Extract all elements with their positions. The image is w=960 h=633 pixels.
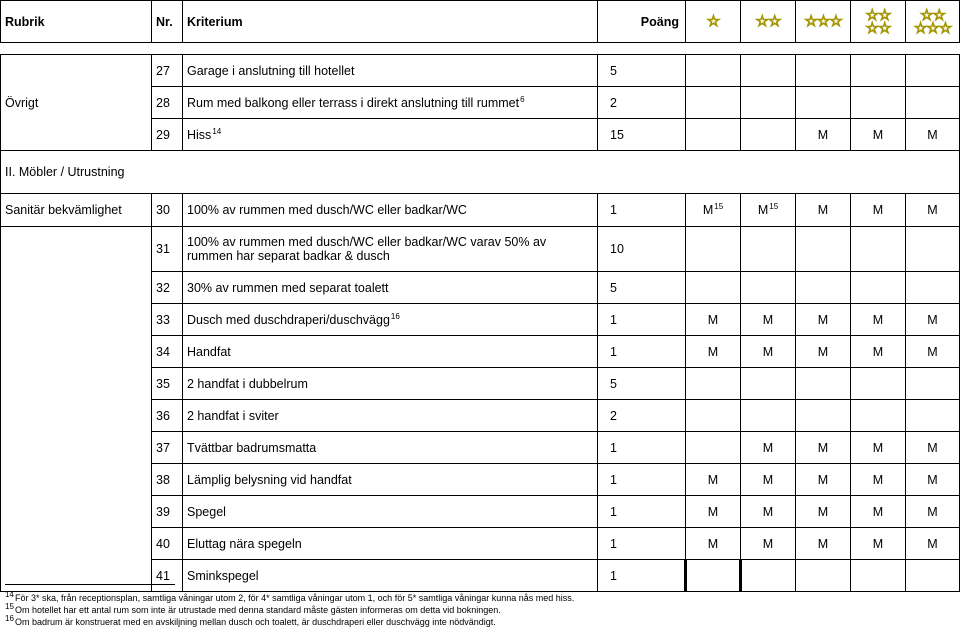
points-cell: 1 bbox=[598, 560, 686, 592]
stars-s2-cell: M bbox=[741, 304, 796, 336]
stars-s1-cell bbox=[686, 87, 741, 119]
stars-s4-cell bbox=[851, 272, 906, 304]
criterion-text: Garage i anslutning till hotellet bbox=[187, 64, 355, 79]
criterion-cell bbox=[183, 272, 598, 304]
section-title: II. Möbler / Utrustning bbox=[1, 151, 960, 194]
table-row bbox=[1, 227, 960, 272]
header-2-star bbox=[741, 1, 796, 43]
stars-s1-cell bbox=[686, 272, 741, 304]
mandatory-mark: M bbox=[757, 203, 769, 218]
stars-s1-cell: M bbox=[686, 336, 741, 368]
row-number: 27 bbox=[152, 55, 183, 87]
stars-s3-cell bbox=[796, 194, 851, 227]
footnote bbox=[5, 592, 955, 604]
points-cell: 1 bbox=[598, 464, 686, 496]
row-number: 34 bbox=[152, 336, 183, 368]
stars-s4-cell bbox=[851, 194, 906, 227]
points-cell: 15 bbox=[598, 119, 686, 151]
stars-s5-cell bbox=[906, 87, 960, 119]
criterion-text: 30% av rummen med separat toalett bbox=[187, 281, 389, 296]
row-number: 33 bbox=[152, 304, 183, 336]
row-number: 30 bbox=[152, 194, 183, 227]
stars-s5-cell: M bbox=[906, 528, 960, 560]
row-number: 41 bbox=[152, 560, 183, 592]
stars-s1-cell: M bbox=[686, 304, 741, 336]
stars-cell bbox=[796, 227, 851, 272]
row-number: 28 bbox=[152, 87, 183, 119]
table-row bbox=[1, 55, 960, 87]
criterion-cell bbox=[183, 336, 598, 368]
rubrik-cell bbox=[1, 227, 152, 592]
star-icon: ☆☆ bbox=[755, 12, 781, 30]
mandatory-mark: M bbox=[927, 203, 938, 217]
row-number: 32 bbox=[152, 272, 183, 304]
header-3-star bbox=[796, 1, 851, 43]
footnote-number: 15 bbox=[5, 602, 14, 611]
criterion-text: Rum med balkong eller terrass i direkt anslutning till rummet bbox=[187, 96, 520, 111]
stars-s1-cell bbox=[686, 194, 741, 227]
stars-s4-cell: M bbox=[851, 528, 906, 560]
mandatory-mark: M bbox=[872, 203, 884, 217]
mandatory-mark: M bbox=[927, 127, 938, 142]
row-number: 37 bbox=[152, 432, 183, 464]
stars-s4-cell bbox=[851, 55, 906, 87]
criterion-cell bbox=[183, 368, 598, 400]
header-5-star bbox=[906, 1, 960, 43]
stars-s1-cell bbox=[686, 55, 741, 87]
stars-s2-cell: M bbox=[741, 496, 796, 528]
criterion-cell bbox=[183, 304, 598, 336]
criterion-cell bbox=[183, 87, 598, 119]
points-cell: 1 bbox=[598, 194, 686, 227]
stars-s5-cell bbox=[906, 368, 960, 400]
criterion-cell bbox=[183, 119, 598, 151]
stars-s4-cell bbox=[851, 400, 906, 432]
footnote-number: 16 bbox=[5, 614, 14, 623]
stars-s3-cell: M bbox=[796, 496, 851, 528]
stars-s2-cell bbox=[741, 87, 796, 119]
stars-s4-cell: M bbox=[851, 304, 906, 336]
row-number: 35 bbox=[152, 368, 183, 400]
stars-s3-cell: M bbox=[796, 464, 851, 496]
footnote bbox=[5, 616, 955, 628]
criterion-cell bbox=[183, 432, 598, 464]
star-icon: ☆☆☆ bbox=[804, 12, 842, 30]
stars-s3-cell bbox=[796, 400, 851, 432]
stars-s5-cell: M bbox=[906, 432, 960, 464]
points-cell: 5 bbox=[598, 272, 686, 304]
criterion-cell bbox=[183, 464, 598, 496]
footnote-number: 14 bbox=[5, 590, 14, 599]
points-cell: 1 bbox=[598, 304, 686, 336]
footnote-ref: 15 bbox=[769, 202, 779, 212]
points-cell: 1 bbox=[598, 496, 686, 528]
stars-s3-cell: M bbox=[796, 304, 851, 336]
footnote-ref: 16 bbox=[390, 311, 400, 321]
footnote-ref: 15 bbox=[714, 202, 724, 212]
stars-cell bbox=[851, 227, 906, 272]
stars-s5-cell: M bbox=[906, 304, 960, 336]
row-number: 38 bbox=[152, 464, 183, 496]
stars-s4-cell bbox=[851, 119, 906, 151]
header-rubrik: Rubrik bbox=[1, 1, 152, 43]
criterion-text: Hiss bbox=[187, 128, 212, 143]
header-row bbox=[1, 1, 960, 43]
header-kriterium: Kriterium bbox=[183, 1, 598, 43]
rubrik-cell: Övrigt bbox=[1, 55, 152, 151]
stars-s2-cell bbox=[741, 400, 796, 432]
stars-s3-cell: M bbox=[796, 528, 851, 560]
stars-s2-cell: M bbox=[741, 464, 796, 496]
points-cell: 5 bbox=[598, 368, 686, 400]
criterion-cell bbox=[183, 528, 598, 560]
section-row bbox=[1, 151, 960, 194]
mandatory-mark: M bbox=[817, 127, 829, 142]
footnote bbox=[5, 604, 955, 616]
footnote-ref: 14 bbox=[212, 126, 222, 136]
stars-s5-cell bbox=[906, 119, 960, 151]
table-row bbox=[1, 194, 960, 227]
row-number: 36 bbox=[152, 400, 183, 432]
stars-s5-cell: M bbox=[906, 496, 960, 528]
rubrik-cell: Sanitär bekvämlighet bbox=[1, 194, 152, 227]
header-poang: Poäng bbox=[598, 1, 686, 43]
footnote-text: Om badrum är konstruerat med en avskiljning mellan dusch och toalett, är duschdraperi eller duschvägg inte nödvändigt. bbox=[15, 617, 496, 627]
stars-s3-cell bbox=[796, 368, 851, 400]
footnote-text: För 3* ska, från receptionsplan, samtliga våningar utom 2, för 4* samtliga våningar utom 1, och för 5* samtliga våningar kunna nås med hiss. bbox=[15, 593, 575, 603]
stars-s4-cell: M bbox=[851, 496, 906, 528]
points-cell: 1 bbox=[598, 336, 686, 368]
stars-s4-cell bbox=[851, 87, 906, 119]
star-icon: ☆☆ bbox=[865, 19, 891, 37]
stars-s2-cell: M bbox=[741, 432, 796, 464]
footnotes bbox=[5, 584, 955, 628]
points-cell: 5 bbox=[598, 55, 686, 87]
stars-s2-cell bbox=[741, 119, 796, 151]
stars-s5-cell bbox=[906, 55, 960, 87]
stars-s4-cell: M bbox=[851, 464, 906, 496]
criterion-cell bbox=[183, 55, 598, 87]
points-cell: 1 bbox=[598, 432, 686, 464]
stars-s1-cell bbox=[686, 119, 741, 151]
stars-s1-cell bbox=[686, 400, 741, 432]
stars-s2-cell bbox=[741, 272, 796, 304]
criterion-text: 2 handfat i dubbelrum bbox=[187, 377, 308, 392]
points-cell: 10 bbox=[598, 227, 686, 272]
star-icon: ☆☆☆ bbox=[913, 19, 952, 37]
stars-s2-cell bbox=[741, 368, 796, 400]
stars-s1-cell bbox=[686, 432, 741, 464]
stars-s3-cell bbox=[796, 119, 851, 151]
mandatory-mark: M bbox=[702, 203, 714, 218]
points-cell: 2 bbox=[598, 400, 686, 432]
stars-s4-cell: M bbox=[851, 432, 906, 464]
criterion-cell: 100% av rummen med dusch/WC eller badkar/WC bbox=[183, 194, 598, 227]
stars-cell bbox=[906, 227, 960, 272]
stars-s2-cell bbox=[741, 194, 796, 227]
row-number: 29 bbox=[152, 119, 183, 151]
row-number: 39 bbox=[152, 496, 183, 528]
criterion-text: Spegel bbox=[187, 505, 226, 520]
stars-s4-cell: M bbox=[851, 336, 906, 368]
footnote-text: Om hotellet har ett antal rum som inte är utrustade med denna standard måste gästen informeras om detta vid bokningen. bbox=[15, 605, 501, 615]
criterion-text: Handfat bbox=[187, 345, 231, 360]
star-icon: ☆☆ bbox=[920, 6, 945, 24]
stars-s1-cell bbox=[686, 368, 741, 400]
stars-s1-cell: M bbox=[686, 464, 741, 496]
criterion-cell bbox=[183, 400, 598, 432]
star-icon: ☆ bbox=[706, 12, 720, 30]
criterion-text: Eluttag nära spegeln bbox=[187, 537, 302, 552]
row-number: 31 bbox=[152, 227, 183, 272]
star-icon: ☆☆ bbox=[865, 6, 891, 24]
stars-s2-cell bbox=[741, 55, 796, 87]
criterion-text: Tvättbar badrumsmatta bbox=[187, 441, 317, 456]
stars-s2-cell: M bbox=[741, 528, 796, 560]
stars-s1-cell: M bbox=[686, 528, 741, 560]
stars-s2-cell: M bbox=[741, 336, 796, 368]
header-1-star bbox=[686, 1, 741, 43]
spacer bbox=[1, 43, 960, 55]
stars-s3-cell bbox=[796, 272, 851, 304]
mandatory-mark: M bbox=[817, 203, 829, 217]
stars-s3-cell bbox=[796, 87, 851, 119]
stars-s5-cell bbox=[906, 272, 960, 304]
stars-s5-cell: M bbox=[906, 464, 960, 496]
criterion-text: Lämplig belysning vid handfat bbox=[187, 473, 352, 488]
stars-s3-cell: M bbox=[796, 432, 851, 464]
footnote-ref: 6 bbox=[520, 94, 525, 104]
mandatory-mark: M bbox=[872, 127, 884, 142]
points-cell: 1 bbox=[598, 528, 686, 560]
stars-cell bbox=[686, 227, 741, 272]
criterion-text: Sminkspegel bbox=[187, 569, 259, 584]
points-cell: 2 bbox=[598, 87, 686, 119]
stars-cell bbox=[741, 227, 796, 272]
criterion-cell: 100% av rummen med dusch/WC eller badkar/WC varav 50% av rummen har separat badkar & dusch bbox=[183, 227, 598, 272]
row-number: 40 bbox=[152, 528, 183, 560]
stars-s1-cell: M bbox=[686, 496, 741, 528]
criterion-text: Dusch med duschdraperi/duschvägg bbox=[187, 313, 390, 328]
stars-s5-cell bbox=[906, 400, 960, 432]
criterion-text: 2 handfat i sviter bbox=[187, 409, 279, 424]
stars-s5-cell: M bbox=[906, 336, 960, 368]
header-nr: Nr. bbox=[152, 1, 183, 43]
header-4-star bbox=[851, 1, 906, 43]
stars-s5-cell bbox=[906, 194, 960, 227]
criterion-cell bbox=[183, 496, 598, 528]
stars-s4-cell bbox=[851, 368, 906, 400]
stars-s3-cell: M bbox=[796, 336, 851, 368]
stars-s3-cell bbox=[796, 55, 851, 87]
